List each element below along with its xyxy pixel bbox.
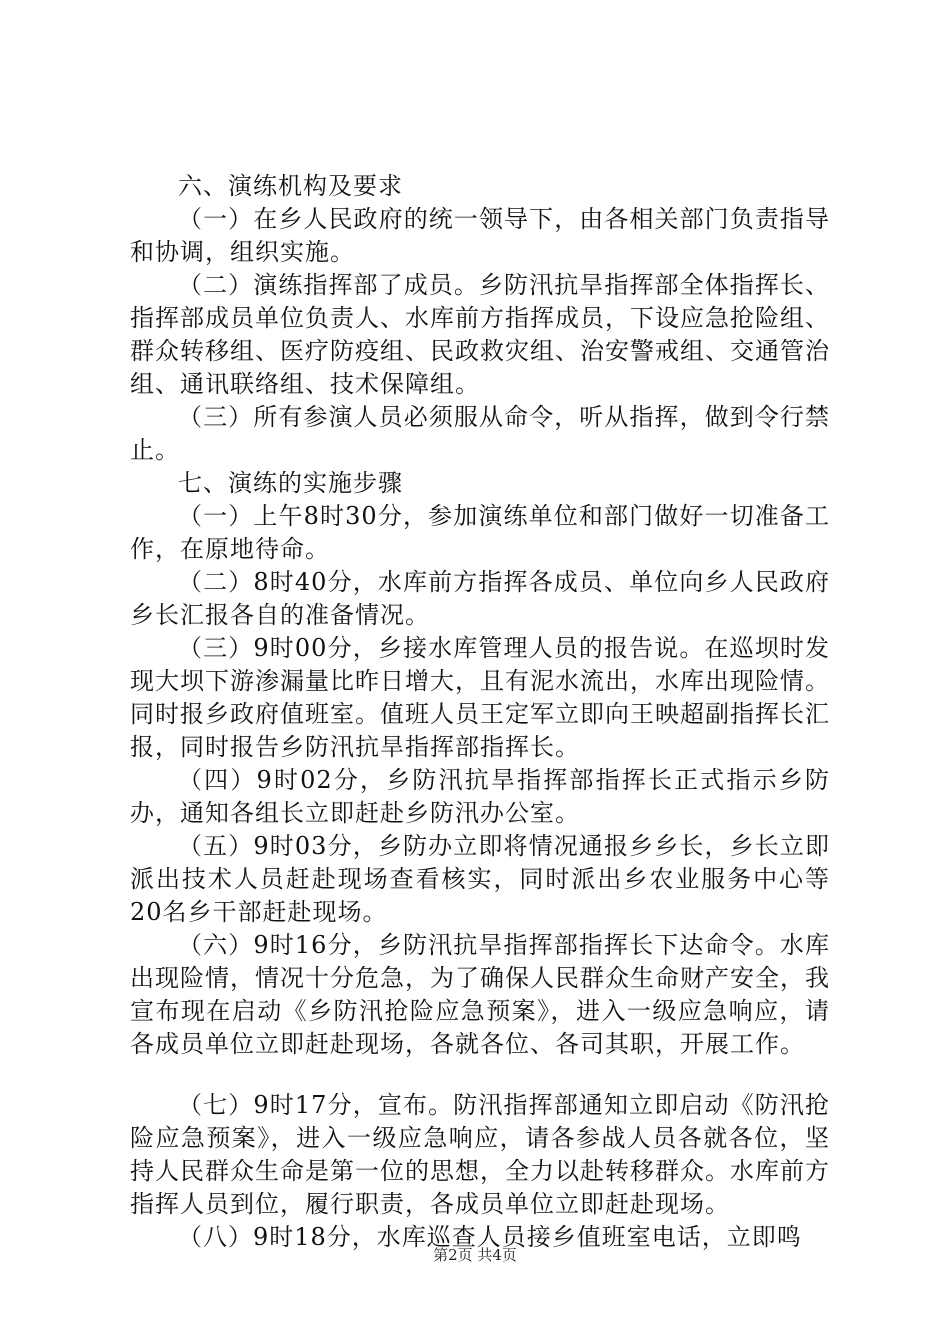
paragraph: （七）9时17分，宣布。防汛指挥部通知立即启动《防汛抢险应急预案》，进入一级应急响应，请各参战人员各就各位，坚持人民群众生命是第一位的思想，全力以赴转移群众。水库前方指挥人员到位，履行职责，各成员单位立即赶赴现场。 bbox=[130, 1091, 830, 1218]
paragraph: （三）所有参演人员必须服从命令，听从指挥，做到令行禁止。 bbox=[130, 403, 830, 464]
paragraph: （二）演练指挥部了成员。乡防汛抗旱指挥部全体指挥长、指挥部成员单位负责人、水库前方指挥成员，下设应急抢险组、群众转移组、医疗防疫组、民政救灾组、治安警戒组、交通管治组、通讯联络组、技术保障组。 bbox=[130, 271, 830, 398]
paragraph: （五）9时03分，乡防办立即将情况通报乡乡长，乡长立即派出技术人员赶赴现场查看核实，同时派出乡农业服务中心等20名乡干部赶赴现场。 bbox=[130, 832, 830, 926]
section-heading-6: 六、演练机构及要求 bbox=[178, 172, 403, 200]
paragraph: （二）8时40分，水库前方指挥各成员、单位向乡人民政府乡长汇报各自的准备情况。 bbox=[130, 568, 830, 629]
paragraph: （六）9时16分，乡防汛抗旱指挥部指挥长下达命令。水库出现险情，情况十分危急，为了确保人民群众生命财产安全，我宣布现在启动《乡防汛抢险应急预案》，进入一级应急响应，请各成员单位立即赶赴现场，各就各位、各司其职，开展工作。 bbox=[130, 931, 830, 1058]
paragraph: （一）在乡人民政府的统一领导下，由各相关部门负责指导和协调，组织实施。 bbox=[130, 205, 830, 266]
paragraph: （八）9时18分，水库巡查人员接乡值班室电话，立即鸣 bbox=[178, 1223, 802, 1251]
document-body bbox=[130, 170, 830, 1254]
paragraph: （四）9时02分，乡防汛抗旱指挥部指挥长正式指示乡防办，通知各组长立即赶赴乡防汛办公室。 bbox=[130, 766, 830, 827]
paragraph: （三）9时00分，乡接水库管理人员的报告说。在巡坝时发现大坝下游渗漏量比昨日增大，且有泥水流出，水库出现险情。同时报乡政府值班室。值班人员王定军立即向王映超副指挥长汇报，同时报告乡防汛抗旱指挥部指挥长。 bbox=[130, 634, 830, 761]
paragraph-spacer bbox=[130, 1061, 830, 1089]
paragraph: （一）上午8时30分，参加演练单位和部门做好一切准备工作，在原地待命。 bbox=[130, 502, 830, 563]
section-heading-7: 七、演练的实施步骤 bbox=[178, 469, 403, 497]
page-footer: 第2页 共4页 bbox=[433, 1246, 517, 1264]
